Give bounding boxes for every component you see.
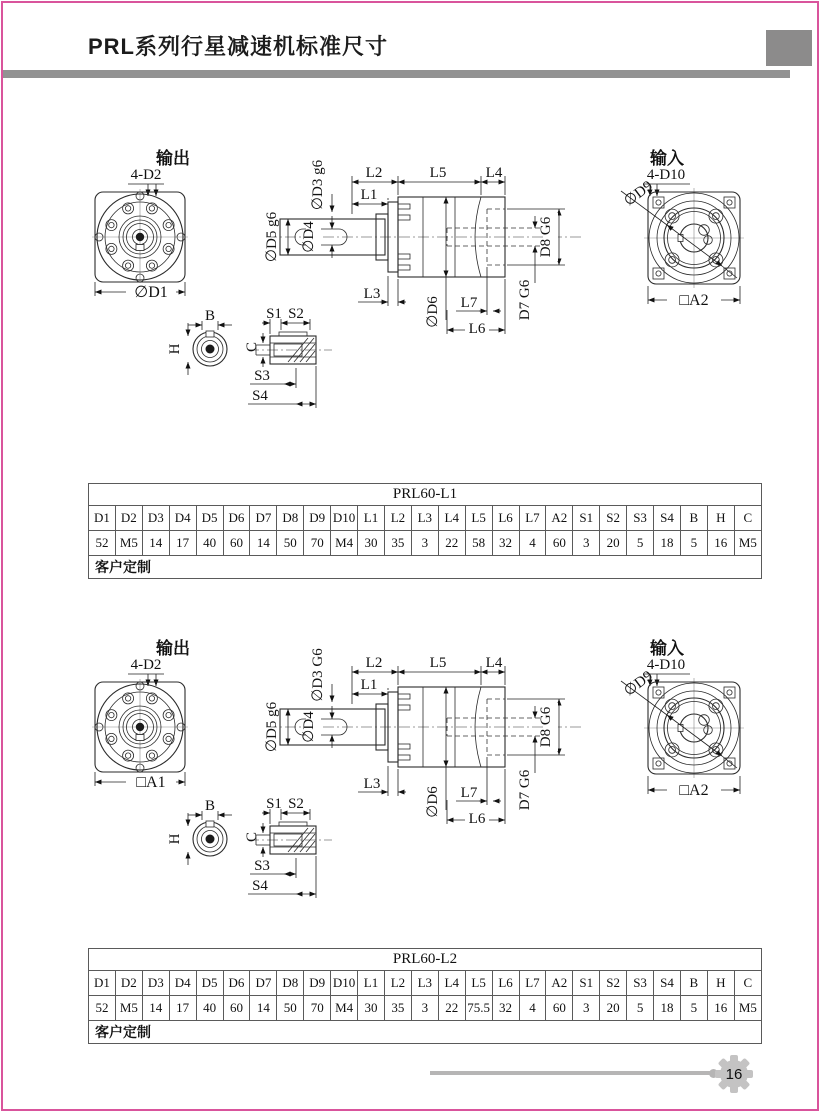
dim-c: C [244,831,260,843]
dim-d4: ∅D4 [301,221,317,253]
table-title: PRL60-L1 [89,484,762,506]
header-corner-block [766,30,812,66]
table-note-row [89,556,762,579]
table-cell: 14 [250,996,277,1021]
table-cell: 58 [465,531,492,556]
output-front-view [92,148,190,301]
table-cell: 17 [169,996,196,1021]
dim-s3: S3 [254,368,270,384]
table-cell: D3 [142,506,169,531]
table-cell: 5 [680,996,707,1021]
table-cell: D8 [277,971,304,996]
gearbox-drawing [0,630,820,915]
table-cell: D9 [304,971,331,996]
output-holes-label: 4-D2 [130,167,162,183]
table-cell: L4 [438,506,465,531]
dim-l3: L3 [363,776,381,792]
dim-h: H [167,833,183,845]
table-cell: L2 [384,506,411,531]
dim-s4: S4 [252,388,268,404]
input-dim-label: □A2 [679,782,709,799]
dim-b: B [204,308,216,324]
dim-d3: ∅D3 G6 [310,648,326,702]
table-cell: 40 [196,531,223,556]
dim-l7: L7 [460,295,478,311]
table-cell: 32 [492,531,519,556]
table-cell: S3 [627,971,654,996]
table-cell: D5 [196,971,223,996]
header-rule-bar [3,70,790,78]
table-cell: L7 [519,506,546,531]
table-cell: 5 [680,531,707,556]
table-value-row [89,531,762,556]
table-cell: 5 [627,996,654,1021]
table-cell: D10 [331,971,358,996]
dimension-table [88,948,762,1044]
table-cell: 5 [627,531,654,556]
table-cell: D1 [89,971,116,996]
input-label: 输入 [650,639,684,658]
table-cell: M5 [115,996,142,1021]
table-cell: 22 [438,531,465,556]
dim-s2: S2 [288,796,304,812]
dim-l3: L3 [363,286,381,302]
table-cell: 14 [142,531,169,556]
dim-c: C [244,341,260,353]
table-cell: 3 [411,996,438,1021]
table-title: PRL60-L2 [89,949,762,971]
table-cell: 4 [519,531,546,556]
table-header-row [89,506,762,531]
dim-b: B [204,798,216,814]
side-view [264,648,584,827]
table-cell: H [707,971,734,996]
table-cell: C [734,971,761,996]
dim-l7: L7 [460,785,478,801]
table-cell: 14 [142,996,169,1021]
table-cell: 60 [223,531,250,556]
key-sleeve-detail [244,306,332,408]
table-cell: 30 [358,996,385,1021]
table-cell: M5 [115,531,142,556]
table-cell: D3 [142,971,169,996]
table-cell: S3 [627,506,654,531]
input-front-view [621,148,744,309]
table-cell: 60 [223,996,250,1021]
table-cell: D8 [277,506,304,531]
table-cell: 50 [277,996,304,1021]
table-cell: M5 [734,996,761,1021]
dim-l2: L2 [365,165,383,181]
table-cell: L6 [492,506,519,531]
table-cell: L5 [465,971,492,996]
table-cell: M4 [331,996,358,1021]
table-cell: D2 [115,506,142,531]
drawing-section-2 [0,630,820,915]
table-cell: 70 [304,531,331,556]
table-cell: L5 [465,506,492,531]
table-cell: 3 [573,531,600,556]
table-note: 客户定制 [89,1021,762,1044]
table-cell: 60 [546,996,573,1021]
table-title-row [89,949,762,971]
table-cell: B [680,506,707,531]
table-cell: 20 [600,996,627,1021]
dim-l4: L4 [485,165,503,181]
page-number: 16 [725,1065,743,1083]
key-sleeve-detail [244,796,332,898]
dim-d3: ∅D3 g6 [310,159,326,211]
table-note: 客户定制 [89,556,762,579]
input-dia-label: ∅D9 [621,177,656,210]
table-cell: 50 [277,531,304,556]
table-cell: 30 [358,531,385,556]
table-cell: 35 [384,531,411,556]
table-cell: 70 [304,996,331,1021]
table-cell: L6 [492,971,519,996]
table-cell: H [707,506,734,531]
table-cell: D6 [223,971,250,996]
page-title: PRL系列行星减速机标准尺寸 [88,34,389,59]
table-cell: D6 [223,506,250,531]
table-cell: D4 [169,971,196,996]
table-cell: B [680,971,707,996]
dim-d5: ∅D5 g6 [264,211,280,263]
table-cell: D5 [196,506,223,531]
table-cell: M5 [734,531,761,556]
dim-d8: D8 G6 [538,216,554,258]
table-cell: L3 [411,506,438,531]
shaft-end-detail [167,308,232,375]
table-cell: S4 [654,506,681,531]
table-cell: L3 [411,971,438,996]
table-cell: D4 [169,506,196,531]
table-cell: 14 [250,531,277,556]
dim-s1: S1 [266,306,282,322]
table-cell: D9 [304,506,331,531]
dim-l5: L5 [429,655,447,671]
table-cell: S4 [654,971,681,996]
table-cell: 60 [546,531,573,556]
dim-l1: L1 [360,187,378,203]
output-label: 输出 [156,149,190,168]
shaft-end-detail [167,798,232,865]
dim-l6: L6 [468,321,486,337]
input-front-view [621,638,744,799]
table-cell: L1 [358,506,385,531]
table-cell: 16 [707,531,734,556]
input-holes-label: 4-D10 [646,657,686,673]
table-cell: A2 [546,971,573,996]
table-cell: 18 [654,531,681,556]
dim-s1: S1 [266,796,282,812]
dim-h: H [167,343,183,355]
table-title-row [89,484,762,506]
table-cell: 52 [89,531,116,556]
dim-d7: D7 G6 [517,769,533,811]
dimension-table [88,483,762,579]
dim-l4: L4 [485,655,503,671]
table-cell: A2 [546,506,573,531]
dim-s4: S4 [252,878,268,894]
dim-d7: D7 G6 [517,279,533,321]
input-holes-label: 4-D10 [646,167,686,183]
output-front-view [92,638,190,791]
table-cell: S2 [600,971,627,996]
table-cell: 17 [169,531,196,556]
table-cell: C [734,506,761,531]
dim-d5: ∅D5 g6 [264,701,280,753]
table-cell: S1 [573,506,600,531]
drawing-section-1 [0,140,820,425]
table-cell: 40 [196,996,223,1021]
dim-s2: S2 [288,306,304,322]
table-note-row [89,1021,762,1044]
table-value-row [89,996,762,1021]
dim-l2: L2 [365,655,383,671]
table-cell: 52 [89,996,116,1021]
input-dia-label: ∅D9 [621,667,656,700]
table-cell: 22 [438,996,465,1021]
dim-l5: L5 [429,165,447,181]
input-label: 输入 [650,149,684,168]
footer-rule [430,1071,712,1075]
table-cell: D7 [250,506,277,531]
dim-l6: L6 [468,811,486,827]
table-cell: 3 [411,531,438,556]
table-header-row [89,971,762,996]
table-cell: D7 [250,971,277,996]
table-cell: L2 [384,971,411,996]
table-cell: S2 [600,506,627,531]
input-dim-label: □A2 [679,292,709,309]
dim-s3: S3 [254,858,270,874]
table-cell: 18 [654,996,681,1021]
table-cell: 75.5 [465,996,492,1021]
dim-d6: ∅D6 [425,296,441,328]
dim-d6: ∅D6 [425,786,441,818]
table-cell: 4 [519,996,546,1021]
table-cell: L4 [438,971,465,996]
table-cell: 35 [384,996,411,1021]
table-cell: 16 [707,996,734,1021]
side-view [264,159,584,337]
dim-d4: ∅D4 [301,711,317,743]
dim-d8: D8 G6 [538,706,554,748]
table-cell: S1 [573,971,600,996]
output-dim-label: ∅D1 [134,284,168,301]
dim-l1: L1 [360,677,378,693]
table-cell: 20 [600,531,627,556]
table-cell: L7 [519,971,546,996]
table-cell: 3 [573,996,600,1021]
output-label: 输出 [156,639,190,658]
table-cell: M4 [331,531,358,556]
output-holes-label: 4-D2 [130,657,162,673]
gearbox-drawing [0,140,820,425]
output-dim-label: □A1 [136,774,166,791]
table-cell: L1 [358,971,385,996]
table-cell: D10 [331,506,358,531]
table-cell: D1 [89,506,116,531]
table-cell: D2 [115,971,142,996]
table-cell: 32 [492,996,519,1021]
